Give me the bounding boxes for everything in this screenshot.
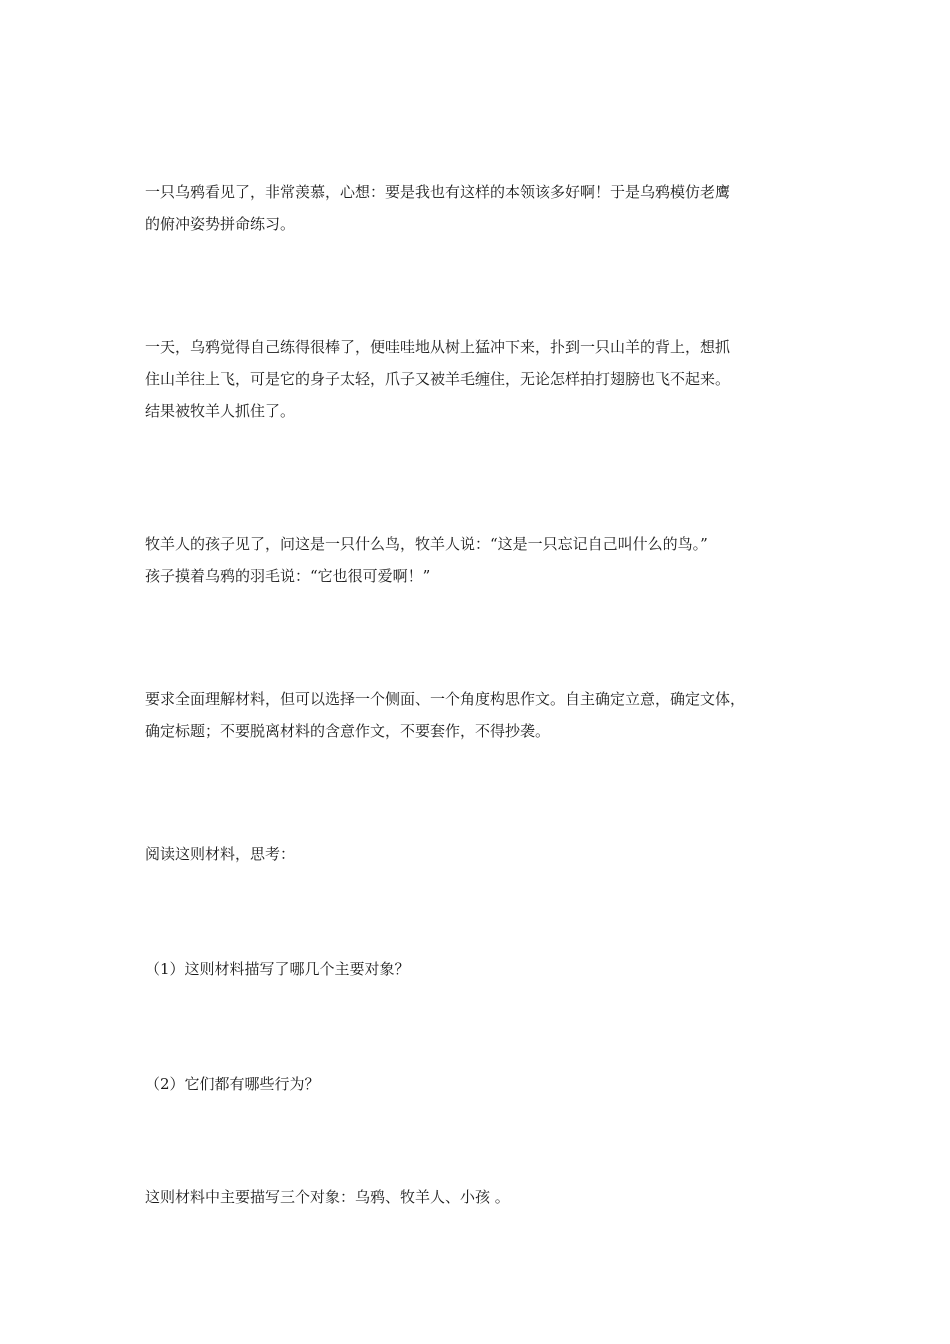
text-line: 结果被牧羊人抓住了。 xyxy=(145,402,296,420)
question-1 xyxy=(145,953,815,985)
paragraph-crow-attacks-goat xyxy=(145,331,815,427)
question-2 xyxy=(145,1068,815,1100)
text-line: 孩子摸着乌鸦的羽毛说：“它也很可爱啊！” xyxy=(145,567,431,585)
paragraph-answer xyxy=(145,1181,815,1213)
text-line: 要求全面理解材料，但可以选择一个侧面、一个角度构思作文。自主确定立意，确定文体， xyxy=(145,690,746,708)
text-line: （2）它们都有哪些行为？ xyxy=(145,1075,320,1093)
text-line: 牧羊人的孩子见了，问这是一只什么鸟，牧羊人说：“这是一只忘记自己叫什么的鸟。” xyxy=(145,535,708,553)
text-line: 阅读这则材料，思考： xyxy=(145,845,296,863)
paragraph-writing-requirements xyxy=(145,683,815,747)
text-line: 一天，乌鸦觉得自己练得很棒了，便哇哇地从树上猛冲下来，扑到一只山羊的背上，想抓 xyxy=(145,338,731,356)
text-line: 确定标题；不要脱离材料的含意作文，不要套作，不得抄袭。 xyxy=(145,722,551,740)
text-line: （1）这则材料描写了哪几个主要对象？ xyxy=(145,960,410,978)
paragraph-read-and-think xyxy=(145,838,815,870)
text-line: 住山羊往上飞，可是它的身子太轻，爪子又被羊毛缠住，无论怎样拍打翅膀也飞不起来。 xyxy=(145,370,731,388)
text-line: 的俯冲姿势拼命练习。 xyxy=(145,215,296,233)
paragraph-crow-imitates-eagle xyxy=(145,176,815,240)
text-line: 这则材料中主要描写三个对象：乌鸦、牧羊人、小孩 。 xyxy=(145,1188,510,1206)
paragraph-child-and-shepherd xyxy=(145,528,815,592)
text-line: 一只乌鸦看见了，非常羡慕，心想：要是我也有这样的本领该多好啊！于是乌鸦模仿老鹰 xyxy=(145,183,731,201)
